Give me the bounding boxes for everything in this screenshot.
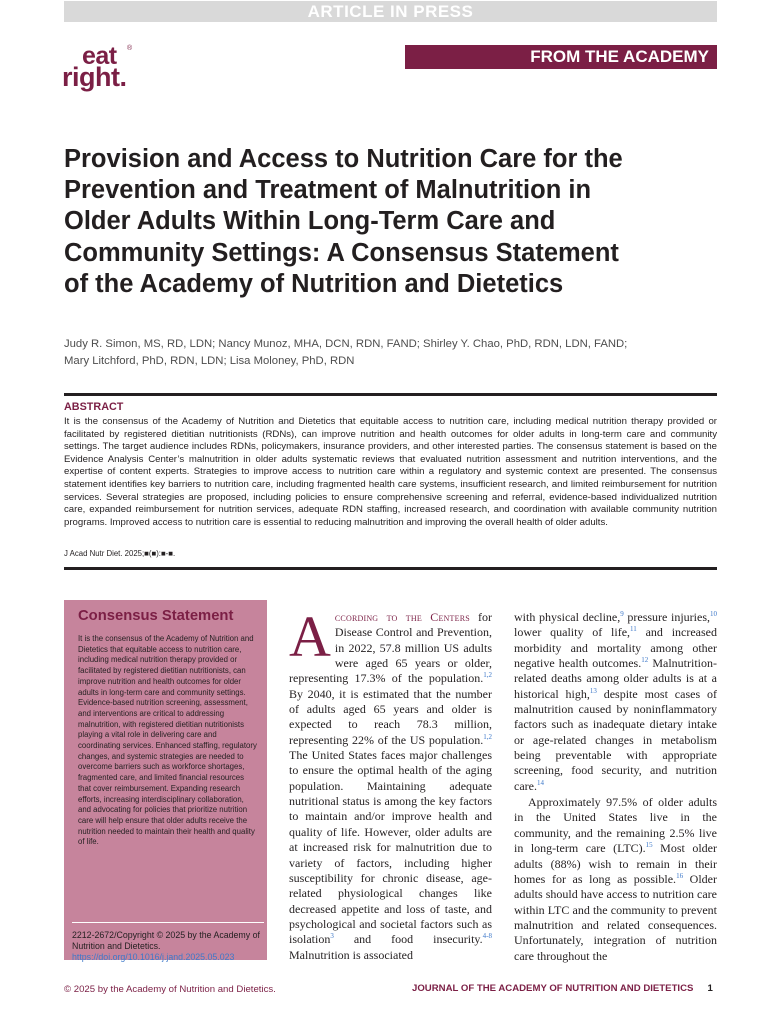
- page-number: 1: [707, 983, 713, 994]
- reference-link[interactable]: 16: [676, 871, 684, 880]
- footer-journal-name: JOURNAL OF THE ACADEMY OF NUTRITION AND DIETETICS: [412, 983, 694, 994]
- copyright-text: 2212-2672/Copyright © 2025 by the Academy of Nutrition and Dietetics.: [72, 930, 260, 951]
- journal-citation: J Acad Nutr Diet. 2025;■(■):■-■.: [64, 549, 176, 558]
- abstract-heading: ABSTRACT: [64, 401, 124, 413]
- reference-link[interactable]: 14: [536, 778, 544, 787]
- logo-line-right: right.: [62, 62, 127, 92]
- consensus-statement-box: [64, 600, 267, 960]
- reference-link[interactable]: 4-8: [482, 932, 492, 941]
- abstract-bottom-rule: [64, 567, 717, 570]
- logo-registered-mark: ®: [127, 45, 133, 52]
- body-column-2: [514, 610, 717, 964]
- author-list: [64, 336, 664, 370]
- body-paragraph-2: [514, 795, 717, 964]
- lead-in-text: ccording to the Centers: [334, 610, 470, 624]
- article-title: Provision and Access to Nutrition Care for the Prevention and Treatment of Malnutrition in Older Adults Within Long-Term Care and Community Settings: A Consensus Statement of the Academy of Nutrition and Dietetics: [64, 145, 623, 298]
- body-paragraph-1: [514, 610, 717, 794]
- reference-link[interactable]: 3: [330, 932, 334, 941]
- doi-link[interactable]: https://doi.org/10.1016/j.jand.2025.05.023: [72, 951, 235, 962]
- article-in-press-banner: [64, 1, 717, 22]
- authors-line-2: Mary Litchford, PhD, RDN, LDN; Lisa Moloney, PhD, RDN: [64, 355, 355, 367]
- intro-text-2: By 2040, it is estimated that the number of adults aged 65 years and older is expected to reach 78.3 million, representing 22% of the US population.: [289, 686, 492, 747]
- body-text: pressure injuries,: [623, 610, 710, 624]
- body-text: Malnutrition-related deaths among older adults is at a historical high,: [514, 656, 717, 701]
- body-text: with physical decline,: [514, 610, 621, 624]
- abstract-text: It is the consensus of the Academy of Nutrition and Dietetics that equitable access to nutrition care, including medical nutrition therapy provided or facilitated by registered dietitian nutritionists (RDNs), can improve nutrition and health outcomes for older adults in long-term care and community settings. The target audience includes RDNs, policymakers, insurance providers, and other interested parties. The consensus statement is based on the Evidence Analysis Center’s malnutrition in older adults systematic reviews that evaluated nutrition assessment and nutrition interventions, and the expertise of content experts. Strategies to improve access to nutrition care within a regulatory and systemic context are presented. The consensus statement identifies key barriers to nutrition care, including fragmented health care systems, insufficient research, and limited reimbursement for nutrition services. Several strategies are proposed, including policies to ensure comprehensive screening and referral, evidence-based individualized nutrition care, expanded reimbursement for nutrition services, adequate RDN staffing, increased research, and coordination with available community nutrition programs. Improved access to nutrition care is essential to reducing malnutrition and improving the overall health of older adults.: [64, 416, 717, 528]
- body-text: lower quality of life,: [514, 625, 631, 640]
- eatright-logo: [62, 44, 142, 96]
- body-text: despite most cases of malnutrition caused by noninflammatory factors such as inadequate dietary intake or age-related changes in metabolism being preventable with appropriate screening, food security, and nutrition care.: [514, 686, 717, 793]
- abstract-top-rule: [64, 393, 717, 396]
- reference-link[interactable]: 11: [630, 625, 637, 634]
- footer-journal: [412, 983, 713, 994]
- intro-text-3: The United States faces major challenges to ensure the optimal health of the aging population. Maintaining adequate nutritional status is among the key factors to maintain and/or improve health and quality of life. However, older adults are at increased risk for malnutrition due to variety of factors, including higher susceptibility for chronic disease, age-related physiological changes like decreased appetite and loss of taste, and psychological and societal factors such as isolation: [289, 748, 492, 947]
- consensus-statement-body: It is the consensus of the Academy of Nutrition and Dietetics that equitable access to nutrition care, including medical nutrition therapy provided or facilitated by registered dietitian nutritionists, can improve nutrition and health outcomes for older adults in long-term care and community settings. Evidence-based nutrition screening, assessment, and interventions are critical to addressing malnutrition, with registered dietitian nutritionists playing a vital role in delivering care and coordinating services. Enhanced staffing, regulatory changes, and systemic strategies are needed to overcome barriers such as workforce shortages, fragmented care, and limited financial resources that cover reimbursement. Expanding research efforts, increasing interdisciplinary collaboration, and advocating for policies that prioritize nutrition care will help ensure that older adults receive the nutrition needed to maintain their health and quality of life.: [78, 634, 257, 847]
- intro-text-5: Malnutrition is associated: [289, 947, 413, 962]
- drop-cap: A: [289, 604, 331, 669]
- intro-text-4: and food insecurity.: [333, 932, 483, 947]
- press-banner-text: ARTICLE IN PRESS: [307, 1, 474, 21]
- consensus-statement-heading: Consensus Statement: [78, 608, 234, 624]
- reference-link[interactable]: 1,2: [483, 671, 492, 680]
- reference-link[interactable]: 13: [589, 686, 597, 695]
- reference-link[interactable]: 1,2: [483, 732, 492, 741]
- logo-line-eat: eat: [82, 42, 117, 70]
- reference-link[interactable]: 9: [620, 610, 624, 618]
- intro-text-1: for Disease Control and Prevention, in 2022, 57.8 million US adults were aged 65 years or older, representing 17.3% of the population.: [289, 610, 492, 686]
- body-text: Approximately 97.5% of older adults in the United States live in the community, and the remaining 2.5% live in long-term care (LTC).: [514, 795, 717, 856]
- authors-line-1: Judy R. Simon, MS, RD, LDN; Nancy Munoz, MHA, DCN, RDN, FAND; Shirley Y. Chao, PhD, RDN, LDN, FAND;: [64, 338, 628, 350]
- reference-link[interactable]: 12: [641, 656, 649, 665]
- body-column-1: [289, 604, 492, 963]
- body-text: and increased morbidity and mortality among other negative health outcomes.: [514, 625, 717, 671]
- copyright-block: [72, 922, 264, 963]
- body-text: Most older adults (88%) wish to remain in their homes for as long as possible.: [514, 841, 717, 886]
- footer-copyright: © 2025 by the Academy of Nutrition and Dietetics.: [64, 984, 276, 995]
- reference-link[interactable]: 10: [710, 610, 717, 618]
- reference-link[interactable]: 15: [645, 841, 653, 850]
- body-text: Older adults should have access to nutrition care within LTC and the community to prevent malnutrition and related consequences. Unfortunately, integration of nutrition care throughout the: [514, 871, 717, 963]
- section-tag: FROM THE ACADEMY: [405, 45, 717, 69]
- intro-paragraph: [289, 604, 492, 963]
